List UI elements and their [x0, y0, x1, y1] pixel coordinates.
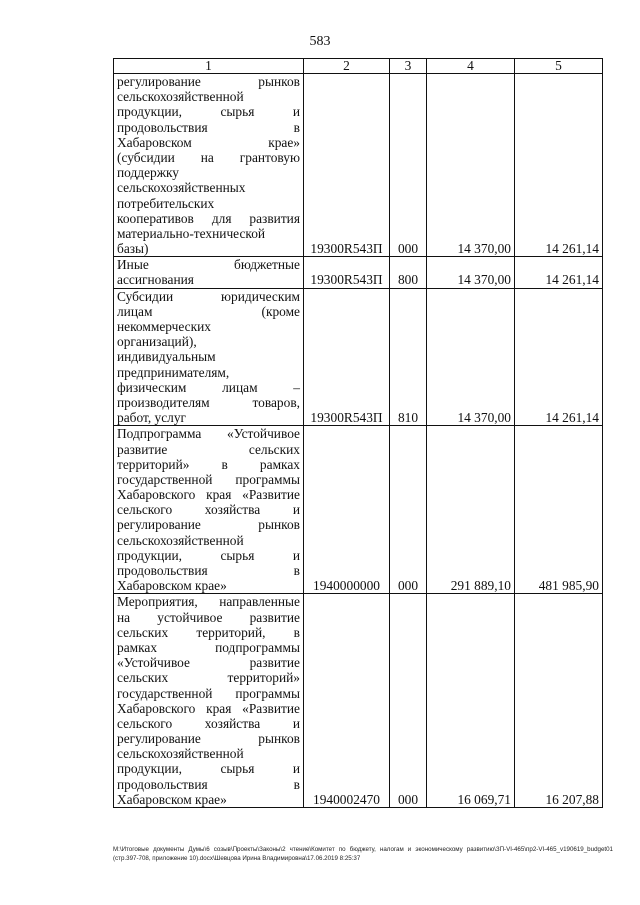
column-header-3: 3	[390, 59, 427, 74]
description-line: продукции, сырья и	[117, 547, 300, 563]
target-article-code: 1940002470	[304, 594, 390, 808]
target-article-code: 19300R543П	[304, 74, 390, 257]
description-line: сельских территорий»	[117, 670, 300, 686]
description-line: сельского хозяйства и	[117, 502, 300, 518]
description-line: продовольствия в	[117, 563, 300, 578]
row-description	[114, 74, 304, 257]
description-line: организаций),	[117, 334, 197, 350]
description-line: базы)	[117, 241, 149, 257]
description-line: сельскохозяйственной	[117, 89, 244, 105]
description-line: государственной программы	[117, 471, 300, 487]
description-line: индивидуальным	[117, 349, 216, 365]
column-header-5: 5	[515, 59, 603, 74]
row-description	[114, 426, 304, 594]
description-line: некоммерческих	[117, 319, 211, 334]
column-header-1: 1	[114, 59, 304, 74]
amount-2019: 14 370,00	[427, 74, 515, 257]
description-line: потребительских	[117, 195, 215, 211]
description-line: Хабаровского края «Развитие	[117, 487, 300, 503]
description-line: кооперативов для развития	[117, 210, 300, 226]
amount-2020: 481 985,90	[515, 426, 603, 594]
target-article-code: 19300R543П	[304, 288, 390, 426]
description-line: государственной программы	[117, 685, 300, 701]
description-line: физическим лицам –	[117, 379, 300, 395]
description-line: продукции, сырья и	[117, 761, 300, 777]
description-line: ассигнования	[117, 272, 194, 288]
description-line: лицам (кроме	[117, 303, 300, 319]
description-line: (субсидии на грантовую	[117, 149, 300, 165]
description-line: работ, услуг	[117, 410, 187, 426]
row-description	[114, 288, 304, 426]
target-article-code: 1940000000	[304, 426, 390, 594]
amount-2019: 14 370,00	[427, 288, 515, 426]
table-header-row	[114, 59, 603, 74]
description-line: продовольствия в	[117, 776, 300, 792]
amount-2019: 291 889,10	[427, 426, 515, 594]
amount-2020: 14 261,14	[515, 74, 603, 257]
document-path-footer: М:\Итоговые документы Думы\6 созыв\Проекты\Законы\2 чтение\Комитет по бюджету, налогам и экономическому развитию\ЗП-VI-465\пр2-VI-465_v190619_budget01 (стр.397-708, приложение 10).docx\Шевцова Ирина Владимировна\17.06.2019 8:25:37	[113, 846, 613, 862]
description-line: регулирование рынков	[117, 731, 300, 747]
description-line: сельскохозяйственных	[117, 180, 246, 196]
description-line: территорий» в рамках	[117, 456, 300, 472]
description-line: сельского хозяйства и	[117, 715, 300, 731]
expense-type-code: 000	[390, 594, 427, 808]
description-line: Хабаровского края «Развитие	[117, 700, 300, 716]
description-line: Хабаровском крае»	[117, 578, 227, 594]
description-line: регулирование рынков	[117, 74, 300, 89]
table-row	[114, 594, 603, 808]
description-line: производителям товаров,	[117, 394, 300, 410]
description-line: сельскохозяйственной	[117, 532, 244, 548]
page-number: 583	[309, 34, 331, 49]
description-line: Субсидии юридическим	[117, 288, 300, 304]
budget-table	[113, 58, 603, 808]
description-line: Хабаровском крае»	[117, 791, 227, 807]
row-description	[114, 594, 304, 808]
target-article-code: 19300R543П	[304, 257, 390, 288]
row-description	[114, 257, 304, 288]
description-line: на устойчивое развитие	[117, 609, 300, 625]
description-line: сельских территорий, в	[117, 624, 300, 640]
description-line: продукции, сырья и	[117, 104, 300, 120]
table-row	[114, 74, 603, 257]
amount-2020: 14 261,14	[515, 257, 603, 288]
description-line: Хабаровском крае»	[117, 134, 300, 150]
description-line: предпринимателям,	[117, 364, 230, 380]
description-line: регулирование рынков	[117, 517, 300, 533]
description-line: поддержку	[117, 165, 180, 181]
description-line: развитие сельских	[117, 441, 300, 457]
table-row	[114, 426, 603, 594]
description-line: продовольствия в	[117, 119, 300, 135]
expense-type-code: 000	[390, 426, 427, 594]
amount-2019: 14 370,00	[427, 257, 515, 288]
expense-type-code: 000	[390, 74, 427, 257]
description-line: Иные бюджетные	[117, 257, 300, 273]
description-line: материально-технической	[117, 225, 266, 241]
description-line: рамках подпрограммы	[117, 639, 300, 655]
table-row	[114, 288, 603, 426]
amount-2020: 16 207,88	[515, 594, 603, 808]
amount-2019: 16 069,71	[427, 594, 515, 808]
description-line: сельскохозяйственной	[117, 746, 244, 762]
expense-type-code: 800	[390, 257, 427, 288]
table-row	[114, 257, 603, 288]
amount-2020: 14 261,14	[515, 288, 603, 426]
expense-type-code: 810	[390, 288, 427, 426]
description-line: «Устойчивое развитие	[117, 655, 300, 671]
column-header-4: 4	[427, 59, 515, 74]
column-header-2: 2	[304, 59, 390, 74]
description-line: Подпрограмма «Устойчивое	[117, 426, 300, 442]
description-line: Мероприятия, направленные	[117, 594, 300, 610]
